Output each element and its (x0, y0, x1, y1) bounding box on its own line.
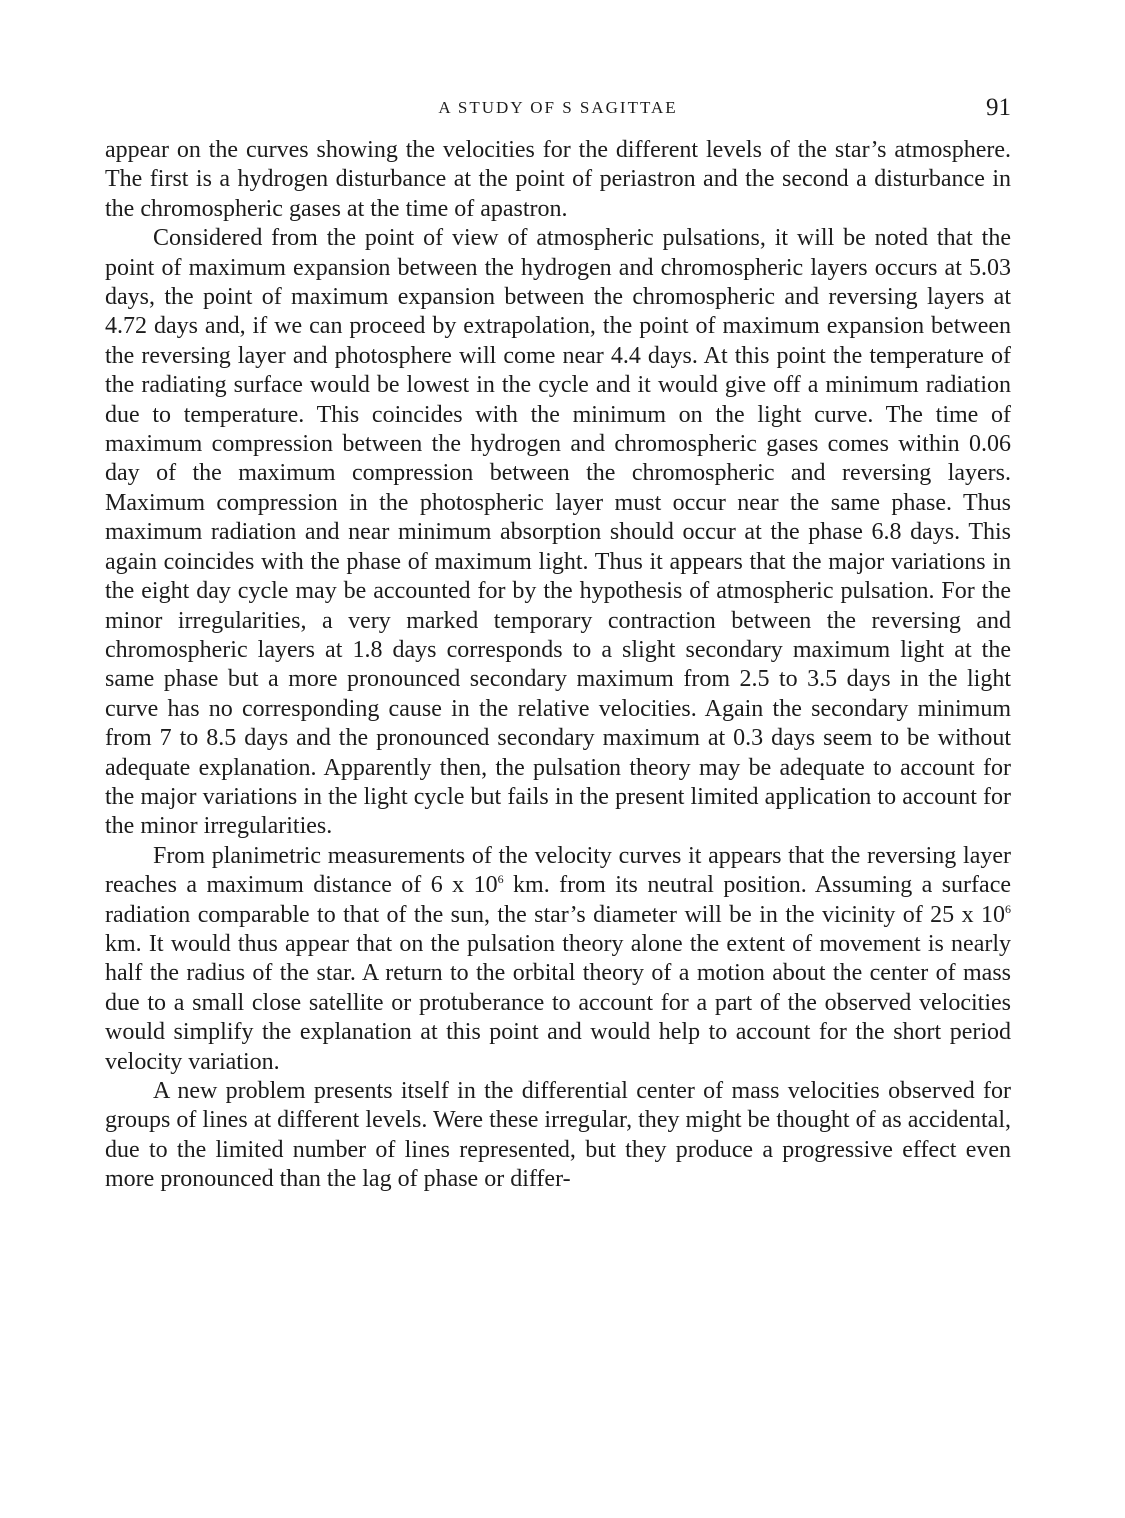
paragraph-3-text: From planimetric measurements of the velocity curves it appears that the reversing layer reaches a maximum distance of 6 x 10 (105, 842, 1011, 899)
paragraph-1: appear on the curves showing the velocities for the different levels of the star’s atmosphere. The first is a hydrogen disturbance at the point of periastron and the second a disturbance in the chromospheric gases at the time of apastron. (105, 137, 1011, 222)
book-page (105, 94, 1011, 1424)
paragraph-3-text: km. from its neutral position. Assuming a surface radiation comparable to that of the sun, the star’s diameter will be in the vicinity of 25 x 10 (105, 872, 1011, 928)
superscript-exponent: 6 (1005, 901, 1011, 916)
paragraph-3-text: km. It would thus appear that on the pulsation theory alone the extent of movement is nearly half the radius of the star. A return to the orbital theory of a motion about the center of mass due to a small close satellite or protuberance to account for a part of the observed velocities would simplify the explanation at this point and would help to account for the short period velocity variation. (105, 930, 1011, 1075)
running-header (105, 94, 1011, 124)
paragraph-2: Considered from the point of view of atmospheric pulsations, it will be noted that the point of maximum expansion between the hydrogen and chromospheric layers occurs at 5.03 days, the point of maximum expansion between the chromospheric and reversing layers at 4.72 days and, if we can proceed by extrapolation, the point of maximum expansion between the reversing layer and photosphere will come near 4.4 days. At this point the temperature of the radiating surface would be lowest in the cycle and it would give off a minimum radiation due to temperature. This coincides with the minimum on the light curve. The time of maximum compression between the hydrogen and chromospheric gases comes within 0.06 day of the maximum compression between the chromospheric and reversing layers. Maximum compression in the photospheric layer must occur near the same phase. Thus maximum radiation and near minimum absorption should occur at the phase 6.8 days. This again coincides with the phase of maximum light. Thus it appears that the major variations in the eight day cycle may be accounted for by the hypothesis of atmospheric pulsation. For the minor irregularities, a very marked temporary contraction between the reversing and chromospheric layers at 1.8 days corresponds to a slight secondary maximum light at the same phase but a more pronounced secondary maximum from 2.5 to 3.5 days in the light curve has no corresponding cause in the relative velocities. Again the secondary minimum from 7 to 8.5 days and the pronounced secondary maximum at 0.3 days seem to be without adequate explanation. Apparently then, the pulsation theory may be adequate to account for the major variations in the light cycle but fails in the present limited application to account for the minor irregularities. (105, 225, 1011, 840)
page-number: 91 (986, 94, 1011, 121)
body-text (105, 136, 1011, 1195)
superscript-exponent: 6 (497, 872, 504, 887)
paragraph-4: A new problem presents itself in the differential center of mass velocities observed for groups of lines at different levels. Were these irregular, they might be thought of as accidental, due to the limited number of lines represented, but they produce a progressive effect even more pronounced than the lag of phase or differ- (105, 1078, 1011, 1193)
paragraph-3 (105, 842, 1011, 1077)
running-title: A STUDY OF S SAGITTAE (438, 98, 678, 117)
